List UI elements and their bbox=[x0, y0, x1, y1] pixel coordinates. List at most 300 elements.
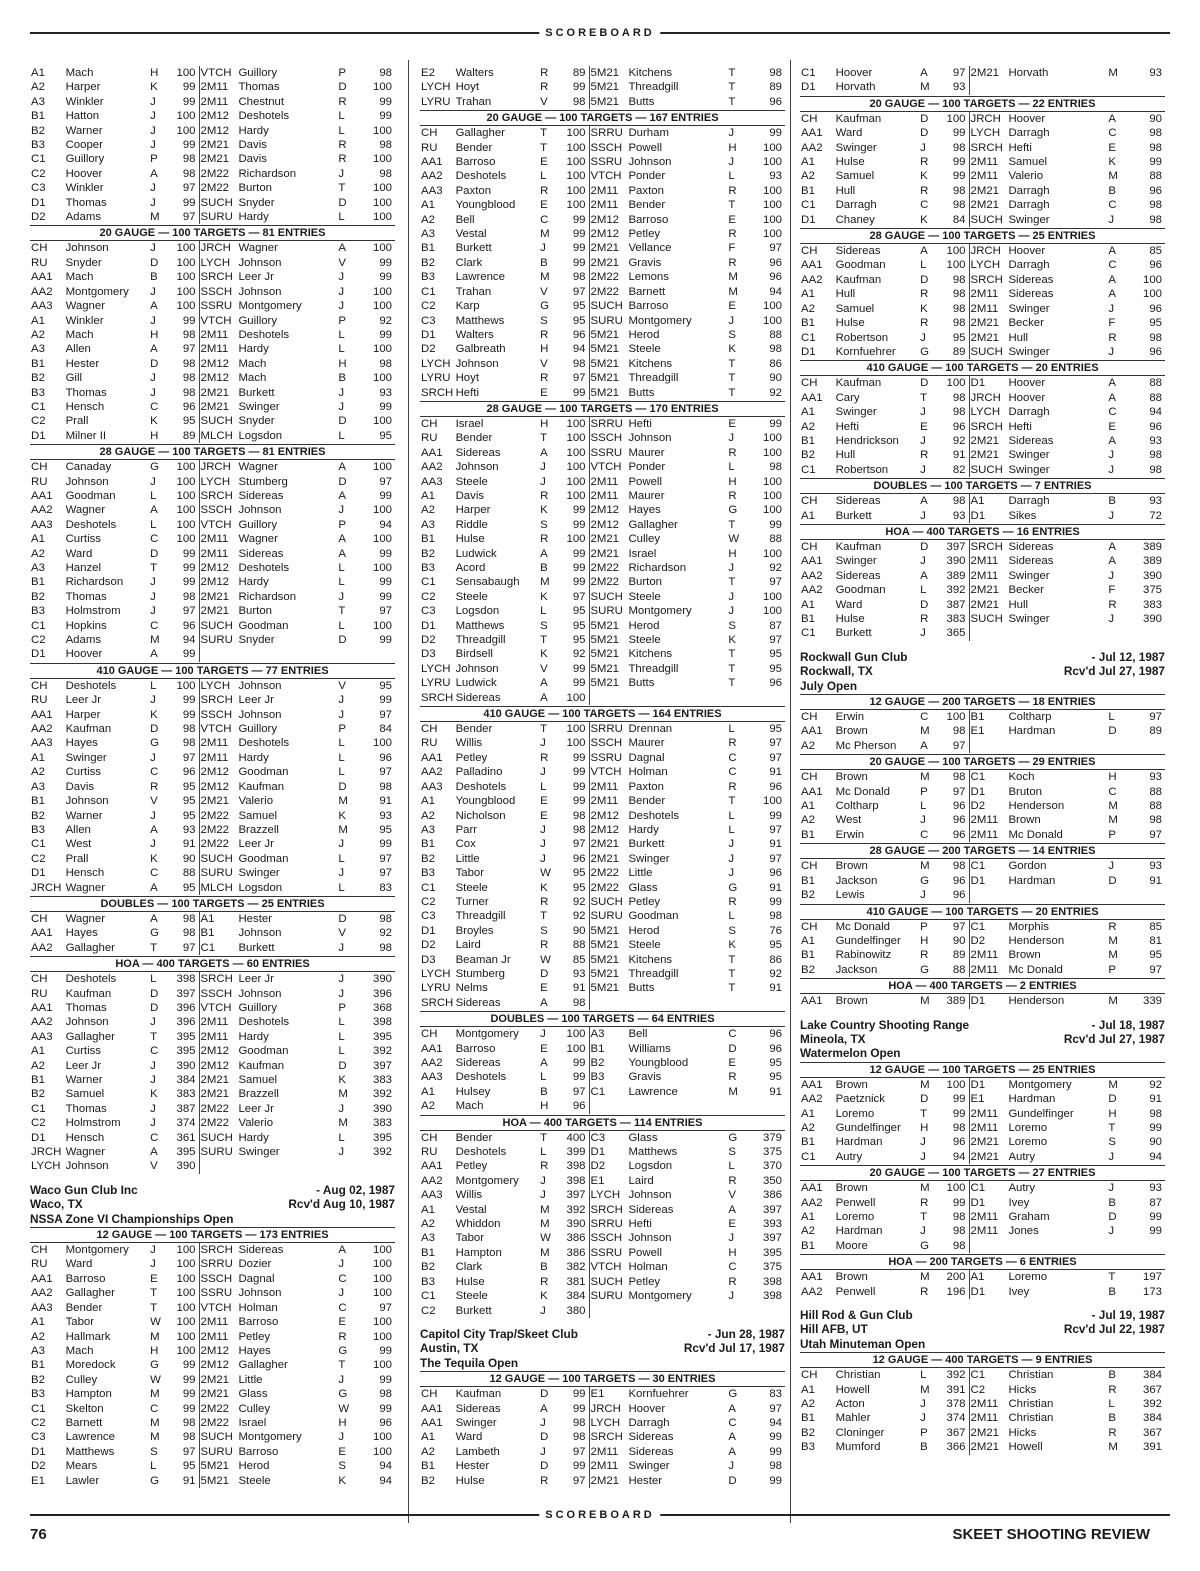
initial-cell: R bbox=[1108, 1383, 1117, 1396]
class-cell: C2 bbox=[421, 590, 436, 603]
score-cell: 98 bbox=[168, 386, 199, 400]
score-cell: 99 bbox=[769, 1431, 782, 1444]
initial-cell: S bbox=[540, 924, 548, 937]
event-header: 410 GAUGE — 100 TARGETS — 20 ENTRIES bbox=[800, 360, 1165, 376]
score-cell: 100 bbox=[762, 590, 782, 603]
shoot-date: - Jul 12, 1987 bbox=[1091, 649, 1165, 664]
shooter-cell: Deshotels bbox=[238, 737, 290, 750]
results-table bbox=[800, 244, 1165, 359]
shooter-cell: Hefti bbox=[1008, 420, 1032, 433]
table-row bbox=[420, 1217, 785, 1231]
initial-cell: J bbox=[728, 605, 735, 618]
class-cell: B3 bbox=[590, 1071, 605, 1084]
initial-cell: K bbox=[540, 648, 548, 661]
shooter-cell: Hull bbox=[835, 449, 856, 462]
class-cell: B1 bbox=[31, 795, 45, 808]
initial-cell: M bbox=[728, 1085, 738, 1098]
class-cell: JRCH bbox=[200, 242, 231, 255]
class-cell: 5M21 bbox=[200, 1460, 230, 1473]
score-cell: 90 bbox=[938, 934, 969, 948]
class-cell: 2M11 bbox=[970, 555, 999, 568]
score-cell: 100 bbox=[372, 562, 392, 574]
score-cell: 99 bbox=[558, 80, 589, 94]
score-cell: 100 bbox=[1142, 273, 1162, 286]
shooter-cell: Sidereas bbox=[1008, 555, 1054, 568]
results-table bbox=[30, 679, 395, 895]
score-cell: 100 bbox=[558, 1042, 589, 1056]
score-cell: 95 bbox=[769, 939, 782, 952]
class-cell: LYCH bbox=[590, 1189, 621, 1202]
shooter-cell: Deshotels bbox=[65, 973, 117, 986]
initial-cell: J bbox=[338, 973, 345, 986]
class-cell: CH bbox=[801, 920, 818, 933]
initial-cell: K bbox=[150, 1088, 158, 1101]
table-row bbox=[30, 837, 395, 851]
score-cell: 99 bbox=[379, 110, 392, 123]
score-cell: 361 bbox=[168, 1131, 199, 1145]
club-line bbox=[800, 679, 1165, 693]
shooter-cell: Loremo bbox=[1008, 1136, 1048, 1149]
initial-cell: H bbox=[540, 1100, 549, 1113]
class-cell: 2M12 bbox=[200, 1344, 230, 1357]
shooter-cell: Steele bbox=[455, 881, 488, 894]
score-cell: 98 bbox=[168, 912, 199, 926]
shooter-cell: Drennan bbox=[628, 723, 673, 736]
class-cell: 5M21 bbox=[590, 328, 620, 341]
table-row bbox=[420, 141, 785, 155]
initial-cell: S bbox=[540, 314, 548, 327]
shooter-cell: Samuel bbox=[835, 302, 875, 315]
shooter-cell: Guillory bbox=[65, 153, 105, 166]
score-cell: 93 bbox=[938, 509, 969, 523]
received-date: Rcv'd Jul 22, 1987 bbox=[1063, 1322, 1165, 1337]
table-row bbox=[800, 874, 1165, 888]
class-cell: C2 bbox=[421, 300, 436, 313]
table-row bbox=[800, 126, 1165, 140]
initial-cell: R bbox=[150, 780, 159, 793]
shooter-cell: Hensch bbox=[65, 400, 105, 413]
score-cell: 99 bbox=[558, 561, 589, 575]
shooter-cell: Ludwick bbox=[455, 677, 497, 690]
class-cell: B3 bbox=[421, 562, 435, 574]
score-cell: 392 bbox=[372, 1088, 392, 1101]
initial-cell: K bbox=[728, 343, 736, 356]
score-cell: 97 bbox=[558, 285, 589, 299]
class-cell bbox=[969, 888, 1007, 902]
results-table bbox=[800, 376, 1165, 477]
initial-cell: K bbox=[920, 302, 928, 315]
shooter-cell: Darragh bbox=[1008, 406, 1050, 419]
initial-cell: L bbox=[728, 723, 735, 736]
score-cell: 89 bbox=[938, 345, 969, 359]
table-row bbox=[30, 912, 395, 926]
class-cell: 2M12 bbox=[200, 766, 230, 779]
class-cell: RU bbox=[421, 1146, 438, 1159]
score-cell: 386 bbox=[558, 1246, 589, 1260]
score-cell: 81 bbox=[1149, 934, 1162, 947]
class-cell: A1 bbox=[801, 800, 815, 813]
class-cell: CH bbox=[31, 461, 48, 474]
class-cell: A1 bbox=[970, 495, 985, 508]
shooter-cell: Johnson bbox=[65, 242, 109, 255]
shooter-cell: Matthews bbox=[65, 1445, 115, 1458]
initial-cell: D bbox=[1108, 1211, 1117, 1223]
class-cell: CH bbox=[31, 1244, 48, 1257]
club-line bbox=[420, 1356, 785, 1370]
shooter-cell: Canaday bbox=[65, 461, 112, 474]
shooter-cell: Swinger bbox=[835, 141, 877, 154]
score-cell: 98 bbox=[558, 809, 589, 823]
score-cell: 88 bbox=[1149, 391, 1162, 404]
initial-cell: A bbox=[1108, 273, 1116, 286]
class-cell: A2 bbox=[801, 1121, 815, 1134]
class-cell: E1 bbox=[590, 1174, 605, 1187]
initial-cell: T bbox=[1108, 1271, 1116, 1284]
score-cell: 370 bbox=[762, 1160, 782, 1173]
initial-cell: D bbox=[1108, 1093, 1117, 1106]
shooter-cell: Mumford bbox=[835, 1441, 881, 1454]
class-cell: 2M21 bbox=[590, 256, 620, 269]
score-cell: 390 bbox=[1142, 613, 1162, 625]
score-cell: 96 bbox=[1149, 302, 1162, 315]
shooter-cell: Leer Jr bbox=[238, 1102, 274, 1115]
shooter-cell: Brown bbox=[1008, 814, 1041, 827]
class-cell: B2 bbox=[31, 1088, 45, 1101]
score-cell: 95 bbox=[938, 331, 969, 345]
class-cell: B2 bbox=[590, 1057, 605, 1069]
class-cell: 2M11 bbox=[970, 1121, 999, 1134]
table-row bbox=[420, 1430, 785, 1444]
score-cell: 100 bbox=[762, 489, 782, 502]
shooter-cell: Hensch bbox=[65, 1131, 105, 1144]
initial-cell: K bbox=[920, 213, 928, 226]
shooter-cell: Hulsey bbox=[455, 1085, 491, 1098]
shooter-cell: Davis bbox=[455, 489, 485, 502]
shooter-cell: Coltharp bbox=[1008, 711, 1052, 724]
initial-cell: J bbox=[920, 1136, 926, 1149]
initial-cell: D bbox=[540, 1431, 549, 1444]
score-cell: 99 bbox=[379, 838, 392, 851]
initial-cell: T bbox=[540, 141, 548, 154]
score-cell: 100 bbox=[762, 199, 782, 212]
class-cell: 2M11 bbox=[970, 949, 999, 962]
initial-cell: A bbox=[150, 912, 158, 925]
score-cell: 197 bbox=[1142, 1271, 1162, 1284]
table-row bbox=[800, 448, 1165, 462]
initial-cell: J bbox=[150, 694, 156, 707]
initial-cell: R bbox=[728, 780, 737, 793]
table-row bbox=[800, 494, 1165, 508]
table-row bbox=[30, 357, 395, 371]
initial-cell bbox=[727, 996, 750, 1010]
score-cell: 95 bbox=[168, 414, 199, 428]
shooter-cell: Montgomery bbox=[455, 1174, 519, 1187]
initial-cell: L bbox=[540, 1071, 547, 1084]
initial-cell: R bbox=[1108, 331, 1117, 344]
shooter-cell: Johnson bbox=[238, 927, 282, 940]
shooter-cell: Trahan bbox=[455, 95, 492, 108]
score-cell: 96 bbox=[168, 765, 199, 779]
table-row bbox=[420, 80, 785, 94]
shooter-cell: Steele bbox=[455, 475, 488, 488]
table-row bbox=[30, 1044, 395, 1058]
shooter-cell: Palladino bbox=[455, 766, 503, 779]
shooter-cell: Johnson bbox=[238, 504, 282, 517]
shooter-cell: Herod bbox=[628, 619, 660, 632]
shooter-cell: Winkler bbox=[65, 182, 104, 195]
initial-cell: R bbox=[920, 949, 929, 962]
shooter-cell: Richardson bbox=[238, 590, 297, 603]
class-cell: AA3 bbox=[421, 1189, 443, 1202]
shooter-cell: Hopkins bbox=[65, 619, 107, 632]
class-cell: SUCH bbox=[200, 1131, 233, 1144]
initial-cell: M bbox=[920, 995, 930, 1008]
class-cell: 5M21 bbox=[590, 357, 620, 370]
score-cell: 98 bbox=[558, 270, 589, 284]
score-cell: 98 bbox=[558, 95, 589, 109]
class-cell: 2M11 bbox=[200, 343, 229, 356]
class-cell: 2M11 bbox=[590, 1460, 619, 1473]
initial-cell: J bbox=[728, 590, 735, 603]
score-cell: 100 bbox=[168, 256, 199, 270]
score-cell bbox=[750, 996, 785, 1010]
score-cell: 99 bbox=[168, 80, 199, 94]
class-cell: B2 bbox=[421, 1474, 435, 1487]
table-row bbox=[800, 948, 1165, 962]
score-cell: 95 bbox=[379, 823, 392, 836]
table-row bbox=[30, 518, 395, 532]
shooter-cell: Broyles bbox=[455, 924, 494, 937]
class-cell: B3 bbox=[421, 867, 435, 880]
initial-cell: G bbox=[338, 1344, 348, 1357]
initial-cell: G bbox=[920, 963, 929, 976]
score-cell: 91 bbox=[938, 448, 969, 462]
class-cell: SRRU bbox=[590, 723, 623, 736]
shooter-cell: Gallagher bbox=[238, 1359, 288, 1372]
shooter-cell: Swinger bbox=[628, 852, 670, 865]
score-cell: 97 bbox=[379, 766, 392, 779]
class-cell: AA1 bbox=[801, 995, 823, 1008]
initial-cell: A bbox=[1108, 391, 1116, 404]
initial-cell: J bbox=[338, 400, 345, 413]
received-date: Rcv'd Jul 17, 1987 bbox=[683, 1341, 785, 1356]
class-cell: RU bbox=[421, 141, 438, 154]
class-cell: D1 bbox=[970, 1285, 986, 1298]
score-cell: 99 bbox=[168, 693, 199, 707]
shooter-cell: Maurer bbox=[628, 737, 665, 750]
initial-cell: L bbox=[728, 910, 735, 923]
class-cell: C1 bbox=[801, 67, 816, 79]
initial-cell: L bbox=[338, 751, 345, 764]
initial-cell: R bbox=[920, 613, 929, 625]
initial-cell: J bbox=[540, 1304, 546, 1317]
class-cell: CH bbox=[801, 860, 818, 873]
shooter-cell: Mach bbox=[238, 372, 267, 385]
table-row bbox=[800, 376, 1165, 390]
initial-cell: M bbox=[920, 725, 930, 738]
table-row bbox=[30, 1116, 395, 1130]
shooter-cell: Deshotels bbox=[455, 1146, 507, 1159]
table-row bbox=[420, 794, 785, 808]
class-cell: C1 bbox=[31, 838, 46, 851]
shooter-cell: Thomas bbox=[65, 590, 107, 603]
class-cell: AA2 bbox=[31, 504, 53, 517]
initial-cell: J bbox=[920, 889, 926, 902]
shooter-cell: Milner II bbox=[65, 429, 107, 442]
initial-cell: R bbox=[540, 751, 549, 764]
class-cell: C1 bbox=[801, 463, 816, 476]
class-cell: JRCH bbox=[200, 461, 231, 474]
class-cell: 2M21 bbox=[200, 1074, 230, 1086]
score-cell: 99 bbox=[769, 127, 782, 140]
class-cell: B3 bbox=[801, 1441, 815, 1454]
initial-cell: A bbox=[540, 446, 548, 459]
shooter-cell: Leer Jr bbox=[238, 694, 274, 707]
initial-cell: L bbox=[338, 429, 345, 442]
shooter-cell: Bender bbox=[455, 1131, 493, 1144]
initial-cell: H bbox=[920, 934, 929, 947]
initial-cell: P bbox=[338, 67, 346, 79]
shooter-cell: Kitchens bbox=[628, 648, 673, 661]
score-cell: 100 bbox=[372, 242, 392, 255]
initial-cell: R bbox=[728, 228, 737, 241]
shooter-cell: Powell bbox=[628, 475, 662, 488]
class-cell: CH bbox=[31, 679, 48, 692]
score-cell: 100 bbox=[558, 691, 589, 705]
shooter-cell: Barroso bbox=[238, 1445, 279, 1458]
initial-cell: C bbox=[338, 1272, 347, 1285]
initial-cell: T bbox=[540, 910, 548, 923]
results-table bbox=[800, 1181, 1165, 1253]
class-cell: D1 bbox=[31, 1445, 46, 1458]
shooter-cell: Mc Pherson bbox=[835, 739, 897, 752]
score-cell: 366 bbox=[938, 1440, 969, 1454]
table-row bbox=[420, 1027, 785, 1041]
class-cell: 5M21 bbox=[590, 81, 620, 94]
table-row bbox=[30, 256, 395, 270]
shooter-cell: Galbreath bbox=[455, 343, 506, 356]
class-cell: SURU bbox=[590, 910, 623, 923]
score-cell: 99 bbox=[558, 241, 589, 255]
initial-cell: J bbox=[338, 987, 345, 1000]
shooter-cell: Barroso bbox=[628, 300, 669, 313]
table-row bbox=[420, 518, 785, 532]
event-header: 20 GAUGE — 100 TARGETS — 22 ENTRIES bbox=[800, 96, 1165, 112]
class-cell bbox=[589, 1099, 627, 1113]
table-row bbox=[30, 241, 395, 255]
initial-cell: H bbox=[728, 547, 737, 560]
score-cell: 92 bbox=[379, 927, 392, 940]
class-cell: A2 bbox=[31, 328, 45, 341]
initial-cell: L bbox=[338, 124, 345, 137]
table-row bbox=[30, 780, 395, 794]
class-cell: 2M12 bbox=[200, 372, 230, 385]
initial-cell: P bbox=[920, 1426, 928, 1439]
score-cell: 100 bbox=[168, 1344, 199, 1358]
initial-cell: H bbox=[920, 1121, 929, 1134]
initial-cell: R bbox=[540, 372, 549, 385]
initial-cell: J bbox=[150, 1016, 156, 1029]
class-cell bbox=[969, 1239, 1007, 1253]
class-cell: AA2 bbox=[421, 461, 443, 474]
class-cell: B1 bbox=[801, 1412, 815, 1425]
score-cell: 95 bbox=[558, 881, 589, 895]
initial-cell: F bbox=[1108, 317, 1116, 330]
table-row bbox=[800, 184, 1165, 198]
shooter-cell: Hardy bbox=[238, 211, 269, 224]
score-cell: 100 bbox=[558, 184, 589, 198]
table-row bbox=[420, 633, 785, 647]
initial-cell: L bbox=[728, 809, 735, 822]
score-cell: 100 bbox=[762, 141, 782, 154]
initial-cell: J bbox=[338, 590, 345, 603]
score-cell: 98 bbox=[168, 722, 199, 736]
class-cell: AA2 bbox=[801, 1285, 823, 1298]
shooter-cell: Leer Jr bbox=[238, 973, 274, 986]
score-cell: 98 bbox=[168, 371, 199, 385]
score-cell: 92 bbox=[769, 562, 782, 574]
initial-cell: P bbox=[920, 920, 928, 933]
class-cell: 5M21 bbox=[590, 619, 620, 632]
initial-cell: A bbox=[920, 495, 928, 508]
initial-cell: V bbox=[338, 256, 346, 269]
initial-cell: H bbox=[150, 1344, 159, 1357]
club-name: Waco Gun Club Inc bbox=[30, 1182, 138, 1197]
initial-cell: R bbox=[920, 288, 929, 301]
initial-cell: J bbox=[338, 271, 345, 284]
shooter-cell: Allen bbox=[65, 343, 91, 356]
shooter-cell: Howell bbox=[1008, 1441, 1043, 1454]
shooter-cell: Matthews bbox=[455, 314, 505, 327]
shooter-cell: Threadgill bbox=[628, 967, 679, 980]
shooter-cell: Brown bbox=[835, 1271, 868, 1284]
shooter-cell: Christian bbox=[835, 1369, 881, 1382]
shooter-cell: Riddle bbox=[455, 518, 488, 531]
event-header: HOA — 200 TARGETS — 6 ENTRIES bbox=[800, 1254, 1165, 1270]
initial-cell: M bbox=[150, 211, 160, 224]
shooter-cell: Sidereas bbox=[1008, 288, 1054, 301]
shooter-cell: Hoover bbox=[65, 167, 103, 180]
score-cell: 100 bbox=[762, 213, 782, 226]
results-table bbox=[800, 859, 1165, 902]
score-cell: 98 bbox=[168, 167, 199, 181]
score-cell: 99 bbox=[558, 662, 589, 676]
initial-cell: A bbox=[150, 167, 158, 180]
initial-cell: C bbox=[920, 199, 929, 212]
class-cell: SRCH bbox=[590, 1431, 623, 1444]
shooter-cell: Winkler bbox=[65, 95, 104, 108]
initial-cell: D bbox=[920, 1093, 929, 1106]
score-cell: 384 bbox=[558, 1289, 589, 1303]
class-cell: A1 bbox=[31, 1316, 45, 1329]
score-cell: 378 bbox=[938, 1397, 969, 1411]
table-row bbox=[30, 823, 395, 837]
class-cell: B2 bbox=[31, 372, 45, 385]
class-cell bbox=[199, 647, 237, 661]
score-cell: 95 bbox=[769, 1057, 782, 1069]
table-row bbox=[420, 417, 785, 431]
class-cell: VTCH bbox=[200, 518, 232, 531]
initial-cell: E bbox=[338, 1316, 346, 1329]
class-cell: D2 bbox=[421, 939, 436, 952]
table-row bbox=[800, 169, 1165, 183]
class-cell: CH bbox=[801, 711, 818, 724]
shooter-cell: Wagner bbox=[65, 912, 106, 925]
score-cell: 97 bbox=[558, 1474, 589, 1488]
score-cell: 100 bbox=[762, 446, 782, 459]
initial-cell: C bbox=[150, 1402, 159, 1415]
shooter-cell: Johnson bbox=[65, 1160, 109, 1173]
